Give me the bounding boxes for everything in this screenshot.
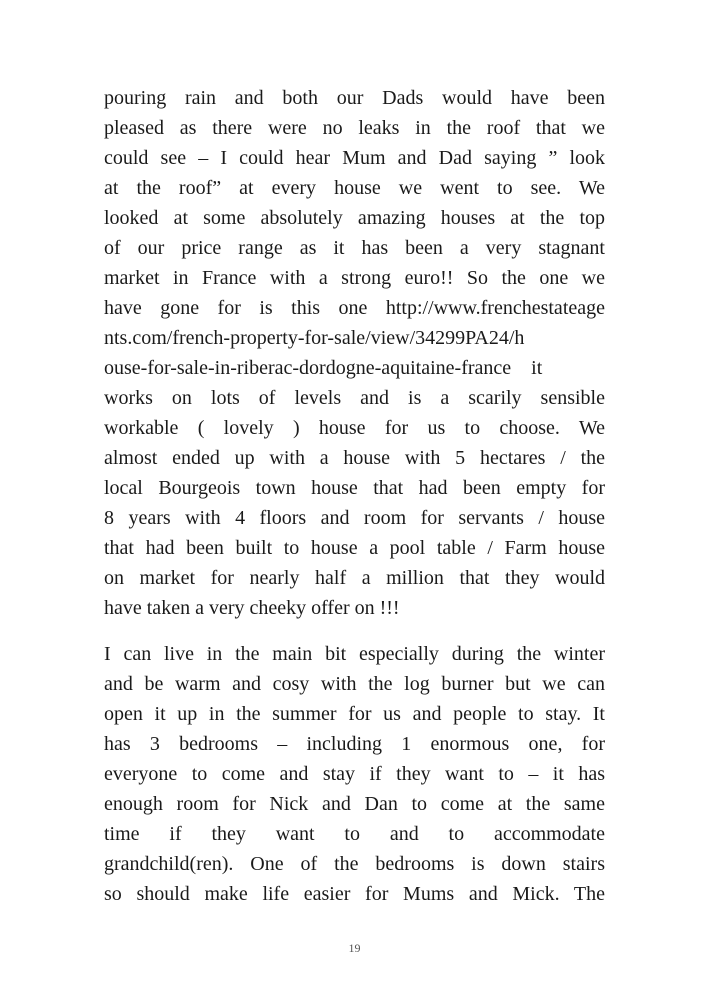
text-line: nts.com/french-property-for-sale/view/34299PA24/h [104,327,525,349]
text-line: have gone for is this one http://www.frenchestateage [104,297,605,319]
text-line: almost ended up with a house with 5 hectares / the [104,447,605,469]
text-line: time if they want to and to accommodate [104,823,605,845]
text-line: local Bourgeois town house that had been empty for [104,477,605,499]
text-line: and be warm and cosy with the log burner but we can [104,673,605,695]
text-line: have taken a very cheeky offer on !!! [104,597,400,619]
paragraph-2 [104,639,605,909]
text-line: workable ( lovely ) house for us to choose. We [104,417,605,439]
text-line: ouse-for-sale-in-riberac-dordogne-aquitaine-france it [104,357,543,379]
text-line: 8 years with 4 floors and room for servants / house [104,507,605,529]
text-line: has 3 bedrooms – including 1 enormous one, for [104,733,605,755]
text-line: works on lots of levels and is a scarily sensible [104,387,605,409]
text-line: of our price range as it has been a very stagnant [104,237,605,259]
text-line: I can live in the main bit especially during the winter [104,643,605,665]
text-line: at the roof” at every house we went to see. We [104,177,605,199]
paragraph-1 [104,83,605,623]
text-line: everyone to come and stay if they want to – it has [104,763,605,785]
text-line: enough room for Nick and Dan to come at the same [104,793,605,815]
text-line: so should make life easier for Mums and Mick. The [104,883,605,905]
text-line: that had been built to house a pool table / Farm house [104,537,605,559]
text-line: grandchild(ren). One of the bedrooms is down stairs [104,853,605,875]
text-line: looked at some absolutely amazing houses at the top [104,207,605,229]
text-line: could see – I could hear Mum and Dad saying ” look [104,147,605,169]
page-number: 19 [348,941,361,955]
text-line: market in France with a strong euro!! So the one we [104,267,605,289]
text-line: pleased as there were no leaks in the roof that we [104,117,605,139]
text-line: pouring rain and both our Dads would have been [104,87,605,109]
text-line: open it up in the summer for us and people to stay. It [104,703,605,725]
text-line: on market for nearly half a million that they would [104,567,605,589]
